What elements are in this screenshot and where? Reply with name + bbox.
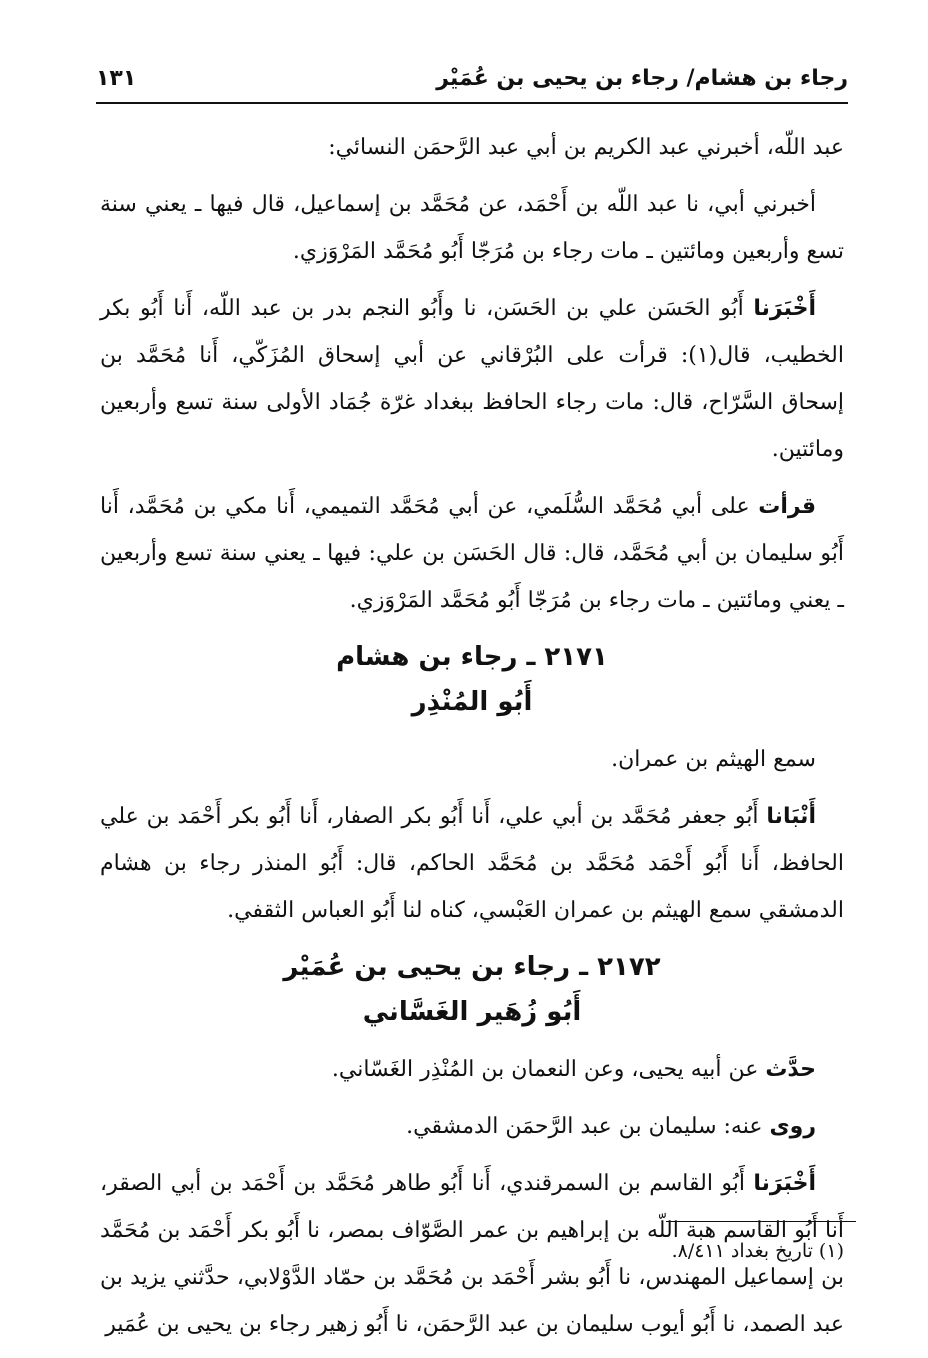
header-rule <box>96 102 848 104</box>
entry-heading-2171 <box>100 634 844 724</box>
lead-word: روى <box>769 1114 816 1139</box>
entry-kunya: أَبُو زُهَير الغَسَّاني <box>362 997 582 1027</box>
footnote-rule <box>666 1221 856 1222</box>
paragraph: حدَّث عن أبيه يحيى، وعن النعمان بن المُنْذِر الغَسّاني. <box>331 1057 816 1082</box>
lead-word: حدَّث <box>765 1057 816 1082</box>
paragraph: قرأت على أبي مُحَمَّد السُّلَمي، عن أبي مُحَمَّد التميمي، أَنا مكي بن مُحَمَّد، أَنا أَبُو سليمان بن أبي مُحَمَّد، قال: قال الحَسَن بن علي: فيها ـ يعني سنة تسع وأربعين ـ يعني ومائتين ـ مات رجاء بن مُرَجّا أَبُو مُحَمَّد المَرْوَزي. <box>100 494 844 613</box>
paragraph: روى عنه: سليمان بن عبد الرَّحمَن الدمشقي. <box>406 1114 816 1139</box>
lead-word: أَخْبَرَنا <box>753 1171 816 1196</box>
footnote: (١) تاريخ بغداد ٨/٤١١. <box>671 1240 844 1262</box>
main-text <box>100 124 844 1358</box>
entry-title: ٢١٧١ ـ رجاء بن هشام <box>336 642 608 672</box>
lead-word: قرأت <box>758 494 816 519</box>
lead-word: أَخْبَرَنا <box>753 296 816 321</box>
lead-word: أَنْبَانا <box>766 804 816 829</box>
entry-title: ٢١٧٢ ـ رجاء بن يحيى بن عُمَيْر <box>283 952 661 982</box>
paragraph: أَخْبَرَنا أَبُو الحَسَن علي بن الحَسَن، نا وأَبُو النجم بدر بن عبد اللّه، أَنا أَبُو بكر الخطيب، قال(١): قرأت على البُرْقاني عن أبي إسحاق المُزَكّي، أَنا مُحَمَّد بن إسحاق السَّرّاح، قال: مات رجاء الحافظ ببغداد غرّة جُمَاد الأولى سنة تسع وأربعين ومائتين. <box>100 296 844 462</box>
entry-heading-2172 <box>100 944 844 1034</box>
paragraph: سمع الهيثم بن عمران. <box>611 747 816 772</box>
running-header <box>96 62 848 96</box>
page-number: ١٣١ <box>96 66 137 91</box>
paragraph: عبد اللّه، أخبرني عبد الكريم بن أبي عبد الرَّحمَن النسائي: <box>328 135 844 160</box>
running-title: رجاء بن هشام/ رجاء بن يحيى بن عُمَيْر <box>436 66 848 91</box>
paragraph: أَخْبَرَنا أَبُو القاسم بن السمرقندي، أَنا أَبُو طاهر مُحَمَّد بن أَحْمَد بن أبي الصقر، أَنا أَبُو القاسم هبة اللّه بن إبراهيم بن عمر الصَّوّاف بمصر، نا أَبُو بكر أَحْمَد بن مُحَمَّد بن إسماعيل المهندس، نا أَبُو بشر أَحْمَد بن مُحَمَّد بن حمّاد الدَّوْلابي، حدَّثني يزيد بن عبد الصمد، نا أَبُو أيوب سليمان بن عبد الرَّحمَن، نا أَبُو زهير رجاء بن يحيى بن عُمَير <box>100 1171 844 1337</box>
paragraph: أَنْبَانا أَبُو جعفر مُحَمَّد بن أبي علي، أَنا أَبُو بكر الصفار، أَنا أَبُو بكر أَحْمَد بن علي الحافظ، أَنا أَبُو أَحْمَد مُحَمَّد بن مُحَمَّد الحاكم، قال: أَبُو المنذر رجاء بن هشام الدمشقي سمع الهيثم بن عمران العَبْسي، كناه لنا أَبُو العباس الثقفي. <box>100 804 844 923</box>
entry-kunya: أَبُو المُنْذِر <box>411 687 533 717</box>
paragraph: أخبرني أبي، نا عبد اللّه بن أَحْمَد، عن مُحَمَّد بن إسماعيل، قال فيها ـ يعني سنة تسع وأربعين ومائتين ـ مات رجاء بن مُرَجّا أَبُو مُحَمَّد المَرْوَزي. <box>100 192 844 264</box>
